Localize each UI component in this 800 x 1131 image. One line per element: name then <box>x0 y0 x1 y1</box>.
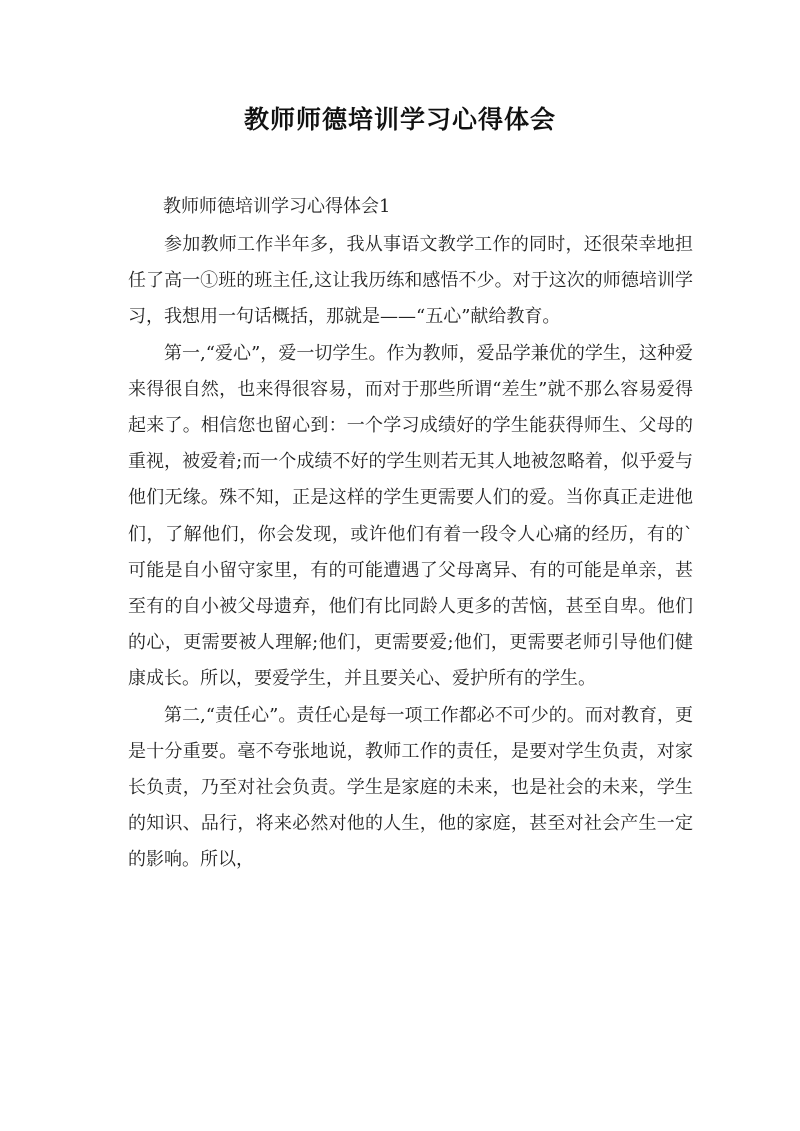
document-title: 教师师德培训学习心得体会 <box>243 105 556 134</box>
document-body <box>128 227 693 879</box>
paragraph-love: 第一,“爱心”，爱一切学生。作为教师，爱品学兼优的学生，这种爱来得很自然，也来得很容易，而对于那些所谓“差生”就不那么容易爱得起来了。相信您也留心到：一个学习成绩好的学生能获得师生、父母的重视，被爱着;而一个成绩不好的学生则若无其人地被忽略着，似乎爱与他们无缘。殊不知，正是这样的学生更需要人们的爱。当你真正走进他们，了解他们，你会发现，或许他们有着一段令人心痛的经历，有的`可能是自小留守家里，有的可能遭遇了父母离异、有的可能是单亲，甚至有的自小被父母遗弃，他们有比同龄人更多的苦恼，甚至自卑。他们的心，更需要被人理解;他们，更需要爱;他们，更需要老师引导他们健康成长。所以，要爱学生，并且要关心、爱护所有的学生。 <box>128 342 693 690</box>
section-heading: 教师师德培训学习心得体会1 <box>163 196 391 217</box>
paragraph-intro: 参加教师工作半年多，我从事语文教学工作的同时，还很荣幸地担任了高一①班的班主任,这让我历练和感悟不少。对于这次的师德培训学习，我想用一句话概括，那就是——“五心”献给教育。 <box>128 234 693 328</box>
paragraph-responsibility: 第二,“责任心”。责任心是每一项工作都必不可少的。而对教育，更是十分重要。毫不夸张地说，教师工作的责任，是要对学生负责，对家长负责，乃至对社会负责。学生是家庭的未来，也是社会的未来，学生的知识、品行，将来必然对他的人生，他的家庭，甚至对社会产生一定的影响。所以， <box>128 704 693 871</box>
